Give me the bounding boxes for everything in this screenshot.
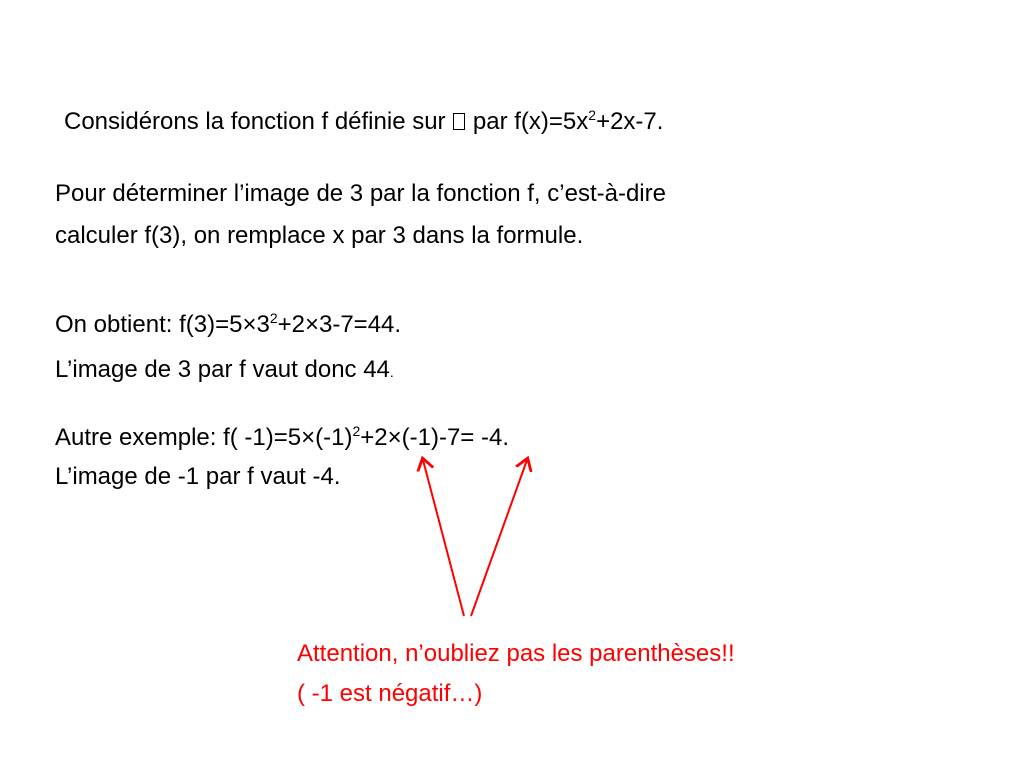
definition-text-start: Considérons la fonction f définie sur	[64, 108, 453, 135]
warning-line-1: Attention, n’oubliez pas les parenthèses!!	[297, 640, 735, 667]
arrow-right	[471, 460, 527, 616]
explanation-line-1: Pour déterminer l’image de 3 par la fonction f, c’est-à-dire	[55, 180, 666, 207]
example-text-start: Autre exemple: f( -1)=5×(-1)	[55, 424, 353, 451]
arrow-left	[423, 460, 464, 616]
example-exponent: 2	[352, 423, 361, 439]
warning-line-2: ( -1 est négatif…)	[297, 680, 483, 707]
conclusion-dot: .	[389, 364, 394, 380]
result-exponent: 2	[269, 310, 278, 326]
example-text-end: +2×(-1)-7= -4.	[360, 424, 509, 451]
definition-exponent: 2	[588, 107, 597, 123]
definition-text-middle: par f(x)=5x	[466, 108, 589, 135]
example-line-2: L’image de -1 par f vaut -4.	[55, 463, 341, 490]
explanation-line-2: calculer f(3), on remplace x par 3 dans la formule.	[55, 222, 584, 249]
definition-text-end: +2x-7.	[596, 108, 664, 135]
conclusion-text: L’image de 3 par f vaut donc 44	[55, 356, 390, 383]
result-text-end: +2×3-7=44.	[277, 311, 402, 338]
result-text-start: On obtient: f(3)=5×3	[55, 311, 270, 338]
